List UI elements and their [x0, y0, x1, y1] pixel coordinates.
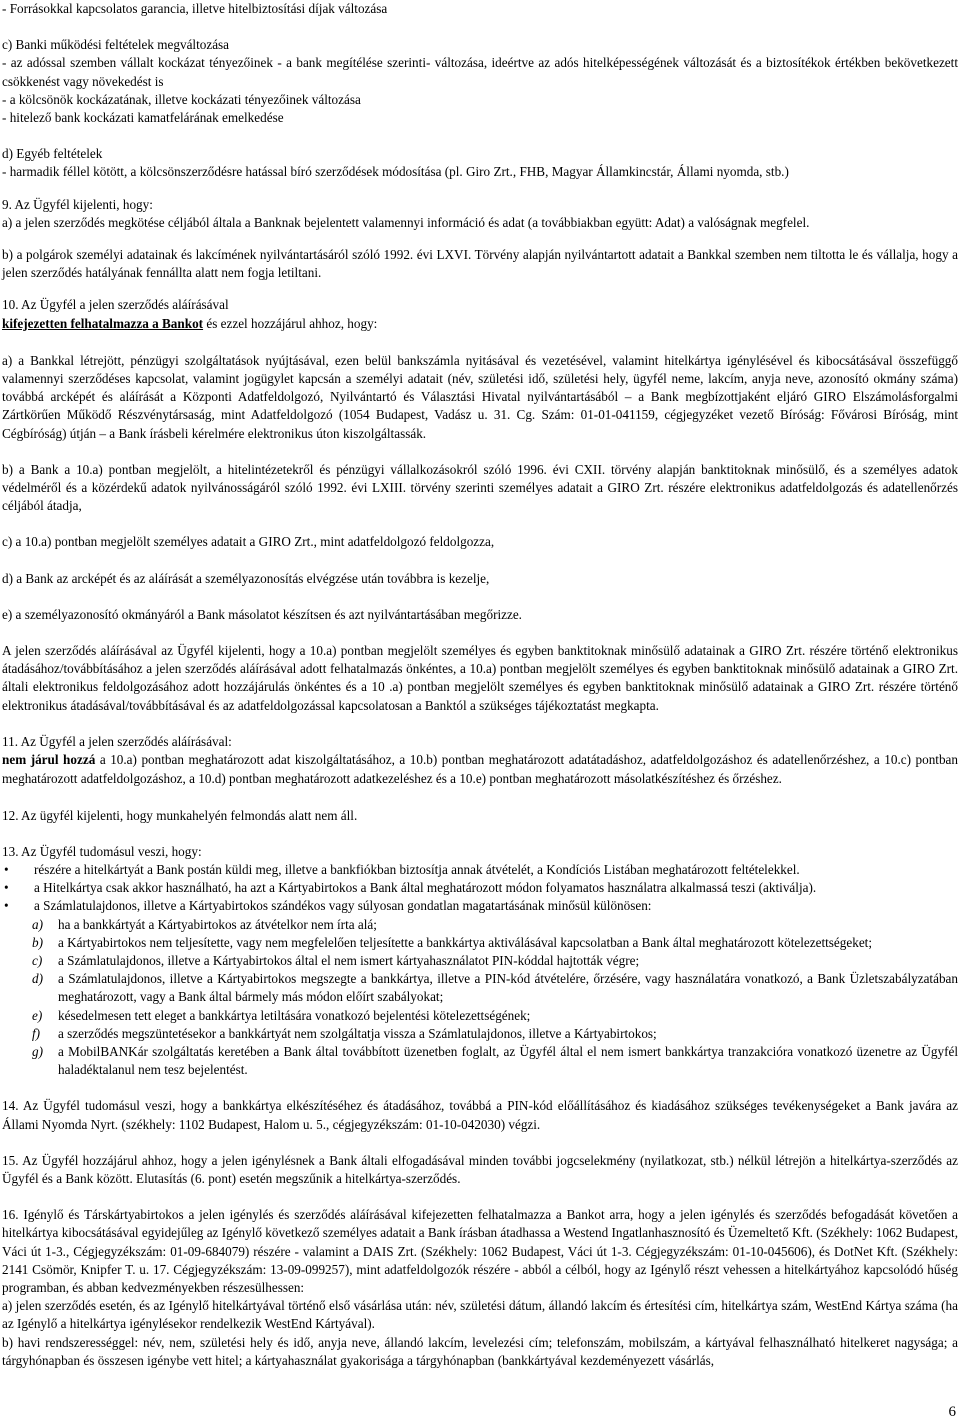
bullet-icon: • — [4, 898, 9, 914]
s10-title: 10. Az Ügyfél a jelen szerződés aláírásával — [2, 297, 229, 313]
s9-title: 9. Az Ügyfél kijelenti, hogy: — [2, 196, 153, 212]
s10-bold: kifejezetten felhatalmazza a Bankot — [2, 315, 204, 331]
s13-bullet-list — [2, 861, 958, 916]
s9-b: b) a polgárok személyi adatainak és lakcímének nyilvántartásáról szóló 1992. évi LXVI. Törvény alapján nyilvántartott adatait a Bankkal szemben nem tiltotta le és vállalja, hogy a jelen szerződés hatályának fennállta alatt nem fogja letiltani. — [2, 247, 958, 281]
s11-title: 11. Az Ügyfél a jelen szerződés aláírásával: — [2, 733, 232, 749]
bullet-icon: • — [4, 861, 9, 877]
s15-text: 15. Az Ügyfél hozzájárul ahhoz, hogy a jelen igénylésnek a Bank általi elfogadásával minden további jogcselekmény (nyilatkozat, stb.) nélkül létrejön a hitelkártya-szerződés az Ügyfél és a Bank között. Elutasítás (6. pont) esetén megszűnik a hitelkártya-szerződés. — [2, 1152, 958, 1186]
s10-c: c) a 10.a) pontban megjelölt személyes adatait a GIRO Zrt., mint adatfeldolgozó feldolgozza, — [2, 534, 495, 550]
s16-a: a) jelen szerződés esetén, és az Igénylő hitelkártyával történő első vásárlása után: név, születési dátum, állandó lakcím és értesítési cím, hitelkártya szám, WestEnd Kártya száma (ha az Igénylő a hitelkártya igénylésekor rendelkezik WestEnd Kártyával). — [2, 1298, 958, 1332]
s13-letter-list — [2, 916, 958, 1080]
section-c-title: c) Banki működési feltételek megváltozása — [2, 37, 230, 53]
s9-a: a) a jelen szerződés megkötése céljából általa a Banknak bejelentett valamennyi információ és adat (a továbbiakban együtt: Adat) a valóságnak megfelel. — [2, 214, 810, 230]
list-item: f) a szerződés megszüntetésekor a bankkártyát nem szolgáltatja vissza a Számlatulajdonos, illetve a Kártyabirtokos; — [32, 1025, 657, 1041]
s11-rest: a 10.a) pontban meghatározott adat kiszolgáltatásához, a 10.b) pontban meghatározott adatátadáshoz, adatfeldolgozáshoz és adatellenőrzéshez, a 10.c) pontban meghatározott adatfeldolgozáshoz, a 10.d) pontban meghatározott adatkezeléshez és a 10.e) pontban meghatározott másolatkészítéshez és őrzéshez. — [2, 752, 958, 787]
s13-title: 13. Az Ügyfél tudomásul veszi, hogy: — [2, 843, 202, 859]
list-item: • a Számlatulajdonos, illetve a Kártyabirtokos szándékos vagy súlyosan gondatlan magatartásának minősül különösen: — [2, 897, 958, 915]
bullet-icon: • — [4, 880, 9, 896]
page-number: 6 — [948, 1403, 956, 1420]
list-item: e) késedelmesen tett eleget a bankkártya letiltására vonatkozó bejelentési kötelezettségének; — [32, 1007, 531, 1023]
section-c-item-2: - hitelező bank kockázati kamatfelárának emelkedése — [2, 110, 284, 126]
list-item: g) a MobilBANKár szolgáltatás keretében a Bank által továbbított üzenetben foglalt, az Ügyfél által el nem ismert bankkártya tranzakcióra vonatkozó üzenetre az Ügyfél haladéktalanul nem tesz bejelentést. — [32, 1043, 958, 1078]
line-top-0: - Forrásokkal kapcsolatos garancia, illetve hitelbiztosítási díjak változása — [2, 1, 388, 16]
s16-b: b) havi rendszerességgel: név, nem, születési hely és idő, anyja neve, állandó lakcím, levelezési cím; telefonszám, mobilszám, a kártyával felhasználható hitelkeret nagysága; a tárgyhónapban és összesen igénybe vett hitel; a kártyahasználat gyakorisága a tárgyhónapban (bankkártyával kezdeményezett vásárlás, — [2, 1334, 958, 1368]
list-item: a) ha a bankkártyát a Kártyabirtokos az átvételkor nem írta alá; — [32, 916, 377, 932]
s11-bold: nem járul hozzá — [2, 752, 96, 768]
s10-d: d) a Bank az arcképét és az aláírását a személyazonosítás elvégzése után továbbra is kezelje, — [2, 570, 490, 586]
document-page — [2, 0, 958, 1370]
list-item: • a Hitelkártya csak akkor használható, ha azt a Kártyabirtokos a Bank által meghatározott módon folyamatos használatra alkalmassá teszi (aktiválja). — [2, 879, 958, 897]
section-c-item-1: - a kölcsönök kockázatának, illetve kockázati tényezőinek változása — [2, 91, 361, 107]
s14-text: 14. Az Ügyfél tudomásul veszi, hogy a bankkártya elkészítéséhez és átadásához, továbbá a PIN-kód előállításához és kiadásához szükséges tevékenységeket a Bank javára az Állami Nyomda Nyrt. (székhely: 1102 Budapest, Halom u. 5., cégjegyzékszám: 01-10-042030) végzi. — [2, 1098, 958, 1132]
s11-text — [2, 751, 958, 788]
s16-text: 16. Igénylő és Társkártyabirtokos a jelen igénylés és szerződés aláírásával kifejezetten felhatalmazza a Bankot arra, hogy a jelen igénylés és szerződés befogadását követően a hitelkártya kibocsátásával egyidejűleg az Igénylő következő személyes adatait a Bank írásban átadhassa a Westend Ingatlanhasznosító és Üzemeltető Kft. (Székhely: 1062 Budapest, Váci út 1-3., Cégjegyzékszám: 01-09-684079) részére - valamint a DAIS Zrt. (Székhely: 1062 Budapest, Váci út 1-3. Cégjegyzékszám: 01-10-045606), és DotNet Kft. (Székhely: 2141 Csömör, Knipfer T. u. 17. Cégjegyzékszám: 13-09-099257), mint adatfeldolgozók részére - abból a célból, hogy az Igénylő részt vehessen a hitelkártyához kapcsolódó hűség programban, és abban kedvezményekben részesülhessen: — [2, 1207, 958, 1295]
s10-rest: és ezzel hozzájárul ahhoz, hogy: — [203, 315, 378, 331]
list-item: • részére a hitelkártyát a Bank postán küldi meg, illetve a bankfiókban biztosítja annak átvételét, a Kondíciós Listában meghatározott feltételekkel. — [2, 861, 958, 879]
section-d-title: d) Egyéb feltételek — [2, 146, 103, 162]
s10-b: b) a Bank a 10.a) pontban megjelölt, a hitelintézetekről és pénzügyi vállalkozásokról szóló 1996. évi CXII. törvény alapján banktitoknak minősülő, és a személyes adatok védelméről és a közérdekű adatok nyilvánosságáról szóló 1992. évi LXIII. törvény szerinti személyes adatait a GIRO Zrt. részére elektronikus adatfeldolgozás és adatellenőrzés céljából átadja, — [2, 461, 958, 514]
s10-authorize — [2, 315, 958, 334]
s10-summary: A jelen szerződés aláírásával az Ügyfél kijelenti, hogy a 10.a) pontban megjelölt személyes és egyben banktitoknak minősülő adatainak a GIRO Zrt. részére történő elektronikus átadásához/továbbításához a jelen szerződés aláírásával adott felhatalmazás önkéntes, a 10.a) pontban megjelölt személyes és egyben banktitoknak minősülő adatainak a GIRO Zrt. általi elektronikus feldolgozásához adott hozzájárulás önkéntes és a 10 .a) pontban megjelölt személyes és egyben banktitoknak minősülő adatainak a GIRO Zrt. részére történő elektronikus átadásával/továbbításával és az adatfeldolgozással kapcsolatosan a Banktól a szükséges tájékoztatást megkapta. — [2, 643, 958, 713]
section-c-text: - az adóssal szemben vállalt kockázat tényezőinek - a bank megítélése szerinti- változása, ideértve az adós hitelképességének változását és a biztosítékok értékben bekövetkezett csökkenést vagy növekedést is — [2, 55, 958, 89]
list-item: b) a Kártyabirtokos nem teljesítette, vagy nem megfelelően teljesítette a bankkártya aktiválásával kapcsolatban a Bank által meghatározott kötelezettségeket; — [32, 934, 872, 950]
section-d-text: - harmadik féllel kötött, a kölcsönszerződésre hatással bíró szerződések módosítása (pl. Giro Zrt., FHB, Magyar Államkincstár, Állami nyomda, stb.) — [2, 164, 789, 180]
list-item: d) a Számlatulajdonos, illetve a Kártyabirtokos megszegte a bankkártya, illetve a PIN-kód átvételére, őrzésére, vagy használatára vonatkozó, a Bank Üzletszabályzatában meghatározott, vagy a Bank által bármely más módon előírt szabályokat; — [32, 971, 958, 1005]
list-item: c) a Számlatulajdonos, illetve a Kártyabirtokos által el nem ismert kártyahasználatot PIN-kóddal hajtották végre; — [32, 952, 640, 968]
s12-text: 12. Az ügyfél kijelenti, hogy munkahelyén felmondás alatt nem áll. — [2, 807, 358, 823]
s10-a: a) a Bankkal létrejött, pénzügyi szolgáltatások nyújtásával, ezen belül bankszámla nyitásával és vezetésével, valamint hitelkártya igénylésével és kibocsátásával összefüggő valamennyi szerződéses kapcsolat, valamint jogügylet kapcsán a személyi adatait (név, születési idő, születési hely, ügyfél neme, lakcím, anyja neve, azonosító okmány száma) továbbá arcképét és aláírását a Központi Adatfeldolgozó, Nyilvántartó és Választási Hivatal nyilvántartásából – a Bank megbízottjaként eljáró GIRO Elszámolásforgalmi Zártkörűen Működő Részvénytársaság, mint Adatfeldolgozó (1054 Budapest, Vadász u. 31. Cg. Szám: 01-01-041159, cégjegyzéket vezető Bíróság: Fővárosi Bíróság, mint Cégbíróság) útján – a Bank írásbeli kérelmére elektronikus úton kiszolgáltassák. — [2, 352, 958, 441]
s10-e: e) a személyazonosító okmányáról a Bank másolatot készítsen és azt nyilvántartásában megőrizze. — [2, 606, 522, 622]
